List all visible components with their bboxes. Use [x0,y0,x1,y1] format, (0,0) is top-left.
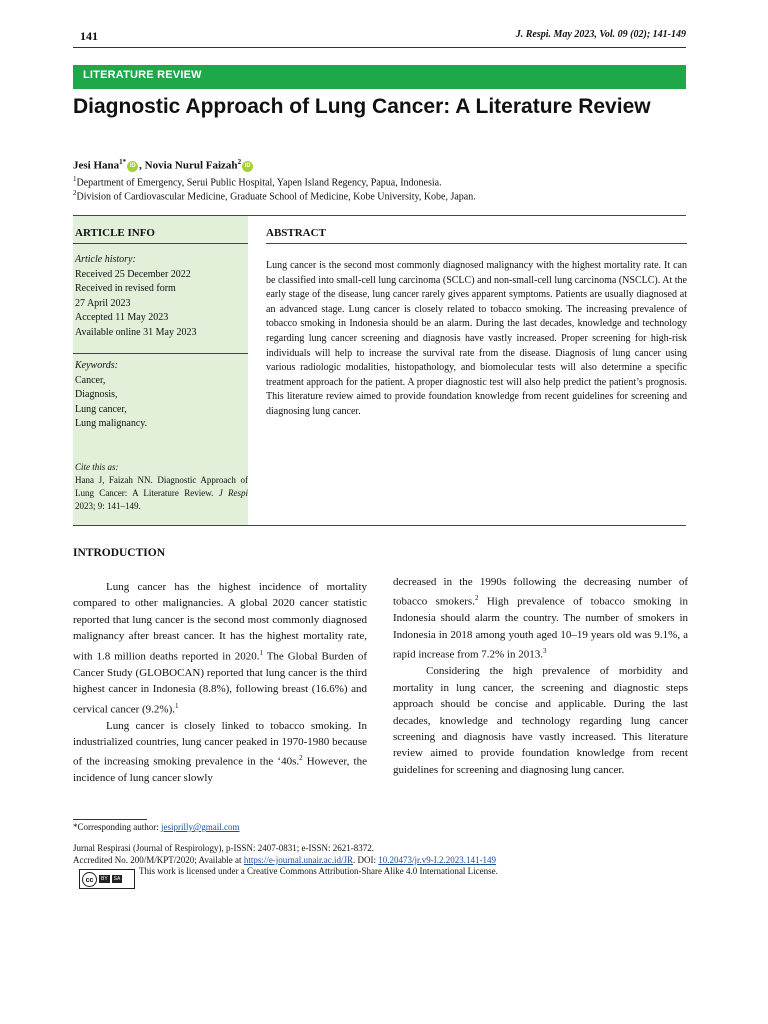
author-line [73,158,254,172]
article-info-heading: ARTICLE INFO [75,227,155,239]
author-separator: , [139,159,145,172]
article-history [75,253,245,340]
cite-tail: 2023; 9: 141–149. [75,501,141,511]
corresponding-label: *Corresponding author: [73,822,161,832]
affiliation-1-mark: 1 [73,175,77,183]
affiliation-1-text: Department of Emergency, Serui Public Hospital, Yapen Island Regency, Papua, Indonesia. [76,177,442,189]
section-banner [73,65,686,89]
article-title: Diagnostic Approach of Lung Cancer: A Literature Review [73,95,651,118]
text-run: Lung cancer is closely linked to tobacco smoking. In industrialized countries, lung cancer peaked in 1970-1980 because of the increasing smoking prevalence in the ‘40s. [73,719,367,769]
orcid-icon[interactable]: iD [242,161,253,172]
text-run: Lung cancer has the highest incidence of mortality compared to other malignancies. A global 2020 cancer statistic reported that lung cancer is the second most commonly diagnosed malignancy after breast cancer. It has the highest mortality rate, with 1.8 million deaths reported in 2020. [73,581,367,663]
page-number: 141 [80,29,98,43]
paragraph [73,718,367,787]
keyword-item: Diagnosis, [75,389,118,400]
affiliation-2-text: Division of Cardiovascular Medicine, Graduate School of Medicine, Kobe University, Kobe, Japan. [76,191,476,203]
keyword-item: Lung malignancy. [75,418,148,429]
journal-line: Jurnal Respirasi (Journal of Respirology), p-ISSN: 2407-0831; e-ISSN: 2621-8372. [73,843,374,853]
cc-by-icon: BY [101,876,108,882]
citation-mark: 1 [259,648,264,657]
history-item: Available online 31 May 2023 [75,326,197,338]
keywords-label: Keywords: [75,360,118,371]
info-top-rule [73,215,686,216]
citation-mark: 1 [175,701,179,710]
citation-mark: 2 [299,754,303,763]
affiliation-1 [73,175,442,188]
info-divider [73,353,248,354]
citation-mark: 2 [474,594,479,603]
history-label: Article history: [75,254,136,265]
abstract-heading: ABSTRACT [266,227,326,239]
journal-reference: J. Respi. May 2023, Vol. 09 (02); 141-149 [515,29,686,40]
history-item: Received in revised form [75,283,176,294]
info-bottom-rule [73,525,686,526]
author-2-affiliation-mark: 2 [237,158,242,166]
paragraph [73,579,367,718]
citation-block [75,461,248,513]
footnote-rule [73,819,147,820]
journal-url-link[interactable]: https://e-journal.unair.ac.id/JR [243,855,354,865]
accreditation-line [73,855,496,865]
affiliation-2 [73,189,476,202]
introduction-left-column [73,579,367,787]
cc-license-badge[interactable] [79,869,135,889]
abstract-text: Lung cancer is the second most commonly diagnosed malignancy with the highest mortality rate. It can be classified into small-cell lung carcinoma (SCLC) and non-small-cell lung carcinoma (NSCLC). At the early stage of the disease, lung cancer rarely gives apparent symptoms. Patients are usually diagnosed at an advanced stage. Lung cancer is closely related to tobacco smoking. The increasing prevalence of tobacco smoking in Indonesia should be an alarm. During the last decades, knowledge and technology regarding lung cancer screening and diagnosis have vastly increased. Proper screening for high-risk individuals will help to increase the survival rate from the disease. Diagnosis of lung cancer using various radiologic modalities, histopathology, and biomolecular tests will also determine a specific treatment approach for the patient. A proper diagnostic test will also help predict the patient’s prognosis. This literature review aimed to provide foundation knowledge from recent guidelines for screening and diagnosing lung cancer. [266,260,687,417]
keyword-item: Cancer, [75,374,106,386]
info-heading-rule [73,243,248,244]
abstract-heading-rule [266,243,687,244]
paragraph [393,574,688,663]
author-2-name: Novia Nurul Faizah [144,159,238,172]
orcid-icon[interactable]: iD [127,161,138,172]
header-rule [73,47,686,48]
keyword-item: Lung cancer, [75,403,127,415]
doi-label: . DOI: [353,855,379,865]
cite-text: Hana J, Faizah NN. Diagnostic Approach of Lung Cancer: A Literature Review. [75,475,248,498]
text-run: decreased in the 1990s following the decreasing number of tobacco smokers. [393,576,688,609]
citation-mark: 3 [542,647,547,656]
text-run: However, the incidence of lung cancer slowly [73,756,367,785]
introduction-heading: INTRODUCTION [73,547,166,559]
history-item: Received 25 December 2022 [75,268,191,280]
history-item: Accepted 11 May 2023 [75,312,169,323]
banner-label: LITERATURE REVIEW [83,69,202,81]
text-run: The Global Burden of Cancer Study (GLOBOCAN) reported that lung cancer is the third highest cancer in Indonesia (8.8%), following breast (16.6%) and cervical cancer (9.2%). [73,650,367,716]
accreditation-text: Accredited No. 200/M/KPT/2020; Available at [73,855,244,865]
cite-journal: J Respi [218,488,248,498]
cc-icon: cc [82,872,97,887]
introduction-right-column [393,574,688,778]
cc-sa-icon: SA [113,876,121,882]
history-item: 27 April 2023 [75,297,131,309]
corresponding-email-link[interactable]: jesiprilly@gmail.com [161,822,240,832]
license-text: This work is licensed under a Creative Commons Attribution-Share Alike 4.0 International License. [139,866,498,876]
keywords-block [75,359,245,432]
doi-link[interactable]: 10.20473/jr.v9-I.2.2023.141-149 [378,855,497,865]
author-1-affiliation-mark: 1* [119,158,127,166]
author-1-name: Jesi Hana [73,159,120,172]
paragraph: Considering the high prevalence of morbidity and mortality in lung cancer, the screening and diagnostic steps approach should be concise and applicable. During the last decades, knowledge and technology regarding lung cancer screening and diagnosis have vastly increased. This literature review aimed to provide foundation knowledge from recent guidelines for screening and diagnosing lung cancer. [393,665,688,776]
cite-label: Cite this as: [75,462,119,472]
affiliation-2-mark: 2 [73,189,77,197]
text-run: High prevalence of tobacco smoking in Indonesia should alarm the country. The number of smokers in Indonesia in 2018 among youth aged 10–19 years old was 9.1%, a rapid increase from 7.2% in 2013. [393,596,688,661]
corresponding-author [73,822,240,832]
